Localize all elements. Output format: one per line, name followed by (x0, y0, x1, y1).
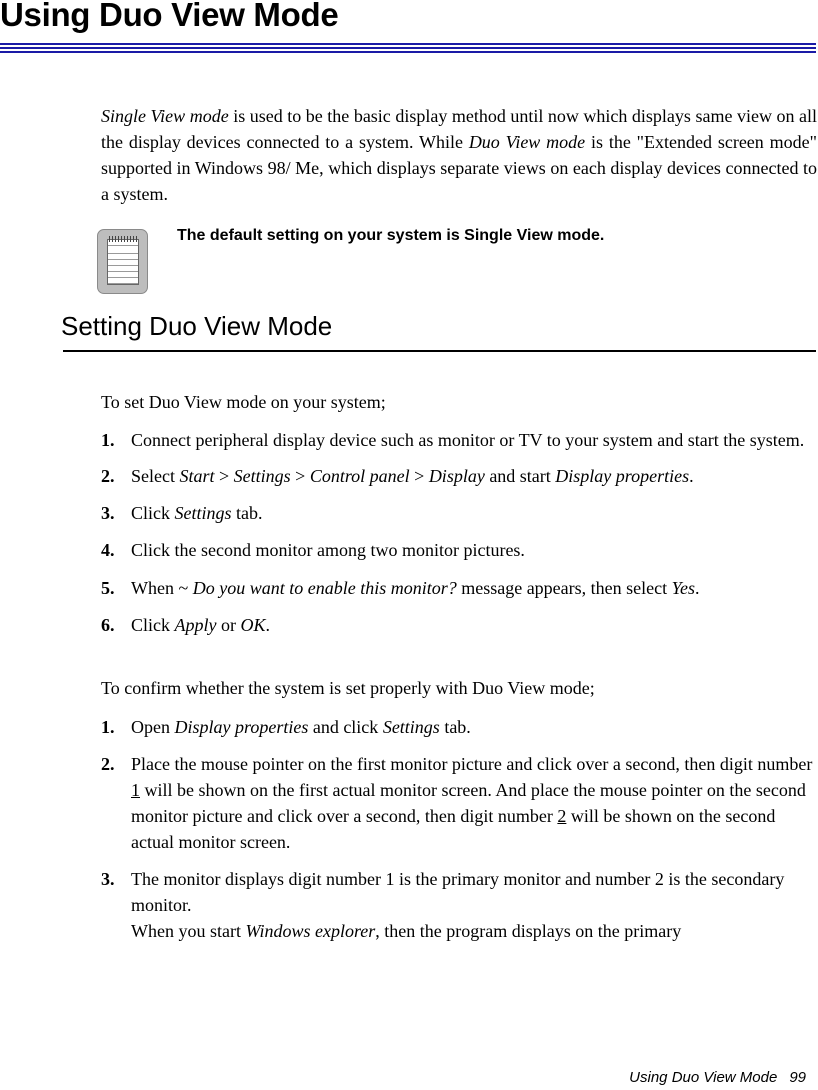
step-number: 2. (101, 754, 115, 774)
step-text: Click the second monitor among two monitor pictures. (131, 540, 525, 560)
title-rule-1 (0, 43, 816, 45)
step-text: Connect peripheral display device such as monitor or TV to your system and start the system. (131, 430, 805, 450)
list-item (101, 866, 817, 944)
step-text: Click Settings tab. (131, 503, 263, 523)
step-number: 1. (101, 717, 115, 737)
page-footer (629, 1069, 806, 1086)
set-intro: To set Duo View mode on your system; (101, 392, 386, 412)
footer-title: Using Duo View Mode (629, 1069, 778, 1086)
intro-term-single: Single View mode (101, 106, 229, 126)
step-number: 1. (101, 430, 115, 450)
intro-text-2: is the "Extended screen mode" supported in Windows 98/ Me, which displays separate views on each display devices connected to a system. (101, 132, 817, 204)
title-rule-2 (0, 47, 816, 49)
step-number: 5. (101, 578, 115, 598)
step-number: 4. (101, 540, 115, 560)
page-number: 99 (789, 1069, 806, 1086)
title-rule-3 (0, 51, 816, 53)
confirm-steps-list (101, 714, 817, 944)
list-item (101, 714, 817, 740)
step-number: 6. (101, 615, 115, 635)
step-number: 3. (101, 869, 115, 889)
page-title: Using Duo View Mode (0, 0, 339, 33)
section-rule (63, 350, 816, 352)
set-steps-list (101, 427, 817, 638)
step-number: 3. (101, 503, 115, 523)
list-item (101, 612, 817, 638)
list-item (101, 427, 817, 453)
step-text: When ~ Do you want to enable this monitor? message appears, then select Yes. (131, 578, 700, 598)
list-item (101, 500, 817, 526)
intro-text-1: is used to be the basic display method until now which displays same view on all the display devices connected to a system. While (101, 106, 817, 152)
step-text: Place the mouse pointer on the first monitor picture and click over a second, then digit number 1 will be shown on the first actual monitor screen. And place the mouse pointer on the second monitor picture and click over a second, then digit number 2 will be shown on the second actual monitor screen. (131, 754, 813, 852)
section-title: Setting Duo View Mode (61, 311, 333, 341)
note-text: The default setting on your system is Single View mode. (177, 227, 605, 244)
notepad-icon (97, 229, 148, 294)
step-text: Click Apply or OK. (131, 615, 271, 635)
step-text: Open Display properties and click Settings tab. (131, 717, 471, 737)
intro-term-duo: Duo View mode (468, 132, 586, 152)
step-text: Select Start > Settings > Control panel > Display and start Display properties. (131, 466, 694, 486)
step-number: 2. (101, 466, 115, 486)
list-item (101, 575, 817, 601)
intro-paragraph (101, 103, 817, 207)
step-text: The monitor displays digit number 1 is the primary monitor and number 2 is the secondary monitor. When you start Windows explorer, then the program displays on the primary (131, 869, 785, 941)
list-item (101, 463, 817, 489)
confirm-intro: To confirm whether the system is set properly with Duo View mode; (101, 678, 595, 698)
list-item (101, 751, 817, 855)
list-item (101, 537, 817, 563)
